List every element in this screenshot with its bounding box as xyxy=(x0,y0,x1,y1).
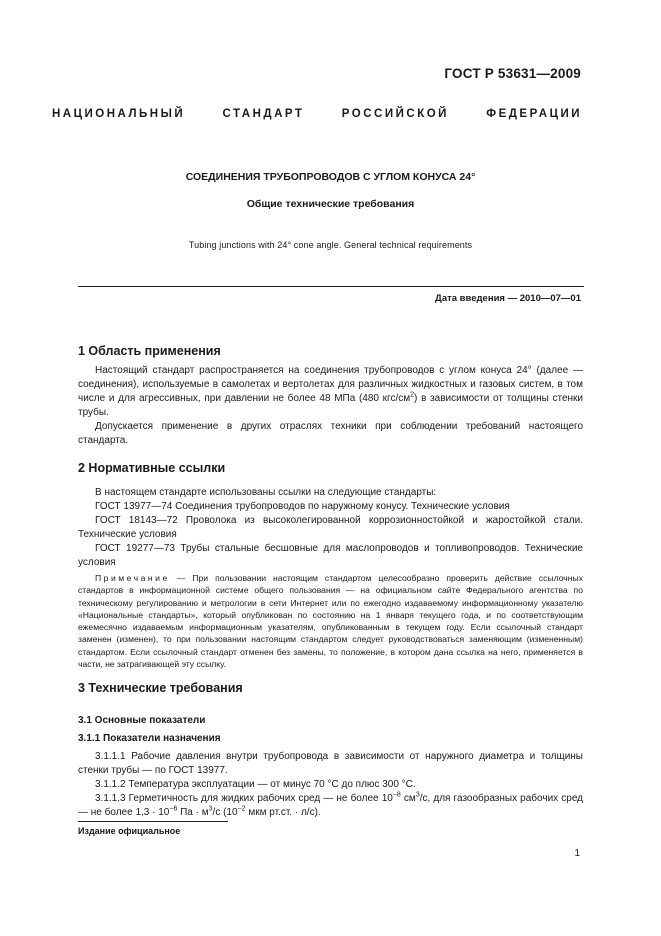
requirement-item: 3.1.1.3 Герметичность для жидких рабочих сред — не более $10^{-8}$ $см^3/с$, для газообразных рабочих сред — не более $1,3 \cdot 10^{-6}$ Па · $м^3/с$ ($10^{-2}$ мкм рт.ст. · л/с). xyxy=(78,791,583,818)
note-label: Примечание xyxy=(95,573,170,583)
national-standard-banner xyxy=(52,108,582,120)
document-subtitle: Общие технические требования xyxy=(246,198,415,210)
section-1-body xyxy=(78,364,583,448)
banner-word: ФЕДЕРАЦИИ xyxy=(486,108,582,120)
banner-word: СТАНДАРТ xyxy=(222,108,305,120)
section-1-paragraph: Допускается применение в других отраслях техники при соблюдении требований настоящего стандарта. xyxy=(78,421,583,446)
introduction-date: Дата введения — 2010—07—01 xyxy=(435,293,581,304)
banner-word: НАЦИОНАЛЬНЫЙ xyxy=(52,108,186,120)
section-1-paragraph: Настоящий стандарт распространяется на соединения трубопроводов с углом конуса 24° (далее — соединения), используемые в самолетах и вертолетах для различных жидкостных и газовых систем, в том числе и для агрессивных, при давлении не более 48 МПа (480 кгс/$см^2$) в зависимости от толщины стенки трубы. xyxy=(78,365,583,418)
document-title-english: Tubing junctions with 24° cone angle. General technical requirements xyxy=(188,240,473,250)
section-2-note xyxy=(78,572,583,670)
footer-divider xyxy=(78,821,228,822)
requirement-item: 3.1.1.2 Температура эксплуатации — от минус 70 °С до плюс 300 °С. xyxy=(95,779,416,790)
subsection-3-1-1-heading: 3.1.1 Показатели назначения xyxy=(78,733,221,744)
reference-item: ГОСТ 18143—72 Проволока из высоколегированной коррозионностойкой и жаростойкой стали. Технические условия xyxy=(78,515,583,540)
reference-item: ГОСТ 19277—73 Трубы стальные бесшовные для маслопроводов и топливопроводов. Технические условия xyxy=(78,543,583,568)
section-2-heading: 2 Нормативные ссылки xyxy=(78,461,226,475)
official-edition-label: Издание официальное xyxy=(78,826,181,836)
section-1-heading: 1 Область применения xyxy=(78,344,221,358)
note-text: — При пользовании настоящим стандартом целесообразно проверить действие ссылочных стандартов в информационной системе общего пользования — на официальном сайте Федерального агентства по техническому регулированию и метрологии в сети Интернет или по ежегодно издаваемому информационному указателю «Национальные стандарты», который опубликован по состоянию на 1 января текущего года, и по соответствующим ежемесячно издаваемым информационным указателям, опубликованным в текущем году. Если ссылочный стандарт заменен (изменен), то при пользовании настоящим стандартом следует руководствоваться заменяющим (измененным) стандартом. Если ссылочный стандарт отменен без замены, то положение, в котором дана ссылка на него, применяется в части, не затрагивающей эту ссылку. xyxy=(78,573,583,670)
banner-word: РОССИЙСКОЙ xyxy=(341,108,449,120)
section-3-heading: 3 Технические требования xyxy=(78,681,243,695)
page-number: 1 xyxy=(574,848,580,859)
subsection-3-1-heading: 3.1 Основные показатели xyxy=(78,715,206,726)
section-3-body xyxy=(78,750,583,820)
references-intro: В настоящем стандарте использованы ссылки на следующие стандарты: xyxy=(95,487,437,498)
document-number: ГОСТ Р 53631—2009 xyxy=(444,66,581,81)
section-2-body xyxy=(78,486,583,570)
requirement-item: 3.1.1.1 Рабочие давления внутри трубопровода в зависимости от наружного диаметра и толщины стенки трубы — по ГОСТ 13977. xyxy=(78,751,583,776)
reference-item: ГОСТ 13977—74 Соединения трубопроводов по наружному конусу. Технические условия xyxy=(95,501,510,512)
document-title: СОЕДИНЕНИЯ ТРУБОПРОВОДОВ С УГЛОМ КОНУСА 24° xyxy=(185,171,476,183)
title-divider xyxy=(78,286,584,287)
